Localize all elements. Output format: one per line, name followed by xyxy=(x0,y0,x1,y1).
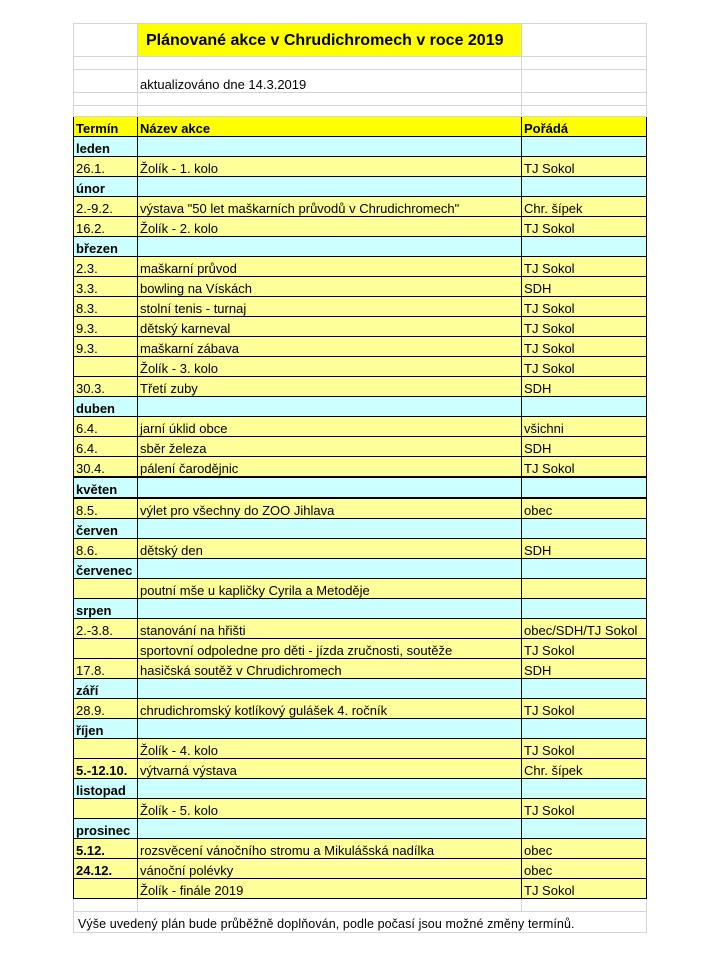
event-date: 6.4. xyxy=(74,437,138,457)
event-name: jarní úklid obce xyxy=(138,417,522,437)
event-organizer: TJ Sokol xyxy=(522,639,647,659)
month-label: květen xyxy=(74,477,138,498)
cell xyxy=(138,137,522,157)
month-row xyxy=(74,477,647,498)
cell xyxy=(138,106,522,117)
event-row xyxy=(74,539,647,559)
event-name: výstava "50 let maškarních průvodů v Chrudichromech" xyxy=(138,197,522,217)
event-name: dětský karneval xyxy=(138,317,522,337)
cell xyxy=(522,559,647,579)
event-name: Žolík - 2. kolo xyxy=(138,217,522,237)
cell xyxy=(522,477,647,498)
footnote-row xyxy=(74,912,647,933)
event-organizer: obec/SDH/TJ Sokol xyxy=(522,619,647,639)
month-label: září xyxy=(74,679,138,699)
cell xyxy=(522,599,647,619)
cell xyxy=(522,719,647,739)
event-name: Žolík - 1. kolo xyxy=(138,157,522,177)
month-row xyxy=(74,177,647,197)
title-row xyxy=(74,24,647,57)
event-row xyxy=(74,579,647,599)
event-name: dětský den xyxy=(138,539,522,559)
header-org: Pořádá xyxy=(522,117,647,137)
event-row xyxy=(74,417,647,437)
event-organizer: TJ Sokol xyxy=(522,879,647,899)
event-organizer: TJ Sokol xyxy=(522,739,647,759)
month-row xyxy=(74,137,647,157)
event-row xyxy=(74,357,647,377)
event-name: výtvarná výstava xyxy=(138,759,522,779)
event-date: 2.-9.2. xyxy=(74,197,138,217)
event-organizer: obec xyxy=(522,839,647,859)
event-date: 8.5. xyxy=(74,498,138,519)
event-organizer: TJ Sokol xyxy=(522,297,647,317)
event-name: stolní tenis - turnaj xyxy=(138,297,522,317)
event-name: sportovní odpoledne pro děti - jízda zručnosti, soutěže xyxy=(138,639,522,659)
cell xyxy=(138,237,522,257)
cell xyxy=(74,70,138,93)
spreadsheet xyxy=(73,23,646,933)
event-date xyxy=(74,799,138,819)
cell xyxy=(522,397,647,417)
month-label: srpen xyxy=(74,599,138,619)
event-organizer xyxy=(522,579,647,599)
event-row xyxy=(74,437,647,457)
event-date: 9.3. xyxy=(74,337,138,357)
month-row xyxy=(74,519,647,539)
event-row xyxy=(74,498,647,519)
event-organizer: TJ Sokol xyxy=(522,317,647,337)
event-date: 8.3. xyxy=(74,297,138,317)
event-name: vánoční polévky xyxy=(138,859,522,879)
cell xyxy=(138,477,522,498)
event-date xyxy=(74,639,138,659)
cell xyxy=(74,24,138,57)
event-date: 30.3. xyxy=(74,377,138,397)
event-date xyxy=(74,739,138,759)
event-name: Třetí zuby xyxy=(138,377,522,397)
event-organizer: SDH xyxy=(522,539,647,559)
event-name: poutní mše u kapličky Cyrila a Metoděje xyxy=(138,579,522,599)
month-label: říjen xyxy=(74,719,138,739)
cell xyxy=(522,70,647,93)
event-date: 2.3. xyxy=(74,257,138,277)
cell xyxy=(138,779,522,799)
cell xyxy=(522,177,647,197)
header-name: Název akce xyxy=(138,117,522,137)
header-row xyxy=(74,117,647,137)
event-row xyxy=(74,457,647,478)
event-name: Žolík - 4. kolo xyxy=(138,739,522,759)
event-organizer: TJ Sokol xyxy=(522,699,647,719)
month-label: červen xyxy=(74,519,138,539)
month-row xyxy=(74,559,647,579)
cell xyxy=(74,57,138,70)
event-row xyxy=(74,277,647,297)
event-row xyxy=(74,659,647,679)
event-organizer: TJ Sokol xyxy=(522,217,647,237)
cell xyxy=(74,106,138,117)
event-date: 28.9. xyxy=(74,699,138,719)
month-row xyxy=(74,237,647,257)
event-row xyxy=(74,197,647,217)
event-date: 16.2. xyxy=(74,217,138,237)
event-name: hasičská soutěž v Chrudichromech xyxy=(138,659,522,679)
cell xyxy=(522,779,647,799)
spacer-row xyxy=(74,899,647,912)
event-date: 24.12. xyxy=(74,859,138,879)
spacer-row xyxy=(74,93,647,106)
event-organizer: SDH xyxy=(522,377,647,397)
cell xyxy=(522,137,647,157)
cell xyxy=(138,559,522,579)
event-row xyxy=(74,257,647,277)
event-organizer: obec xyxy=(522,859,647,879)
cell xyxy=(138,177,522,197)
cell xyxy=(138,397,522,417)
event-organizer: obec xyxy=(522,498,647,519)
event-organizer: TJ Sokol xyxy=(522,257,647,277)
event-name: pálení čarodějnic xyxy=(138,457,522,478)
month-row xyxy=(74,719,647,739)
header-date: Termín xyxy=(74,117,138,137)
event-organizer: TJ Sokol xyxy=(522,799,647,819)
cell xyxy=(522,519,647,539)
spacer-row xyxy=(74,106,647,117)
event-organizer: všichni xyxy=(522,417,647,437)
event-organizer: SDH xyxy=(522,277,647,297)
month-row xyxy=(74,779,647,799)
event-date: 5.12. xyxy=(74,839,138,859)
spacer-row xyxy=(74,57,647,70)
event-name: maškarní průvod xyxy=(138,257,522,277)
event-date: 6.4. xyxy=(74,417,138,437)
month-row xyxy=(74,397,647,417)
page-title: Plánované akce v Chrudichromech v roce 2019 xyxy=(138,24,522,57)
event-row xyxy=(74,157,647,177)
event-row xyxy=(74,297,647,317)
event-name: maškarní zábava xyxy=(138,337,522,357)
event-row xyxy=(74,377,647,397)
event-date: 2.-3.8. xyxy=(74,619,138,639)
cell xyxy=(522,106,647,117)
month-row xyxy=(74,599,647,619)
cell xyxy=(138,57,522,70)
event-row xyxy=(74,699,647,719)
month-label: prosinec xyxy=(74,819,138,839)
month-label: leden xyxy=(74,137,138,157)
cell xyxy=(138,93,522,106)
event-name: Žolík - 3. kolo xyxy=(138,357,522,377)
event-row xyxy=(74,337,647,357)
event-row xyxy=(74,859,647,879)
cell xyxy=(522,819,647,839)
event-date: 30.4. xyxy=(74,457,138,478)
cell xyxy=(138,519,522,539)
event-date: 9.3. xyxy=(74,317,138,337)
event-date: 5.-12.10. xyxy=(74,759,138,779)
event-name: rozsvěcení vánočního stromu a Mikulášská nadílka xyxy=(138,839,522,859)
footnote: Výše uvedený plán bude průběžně doplňován, podle počasí jsou možné změny termínů. xyxy=(74,912,647,933)
cell xyxy=(522,237,647,257)
event-organizer: Chr. šípek xyxy=(522,197,647,217)
event-name: Žolík - finále 2019 xyxy=(138,879,522,899)
event-name: bowling na Vískách xyxy=(138,277,522,297)
updated-date: aktualizováno dne 14.3.2019 xyxy=(138,70,522,93)
month-label: duben xyxy=(74,397,138,417)
event-row xyxy=(74,879,647,899)
cell xyxy=(522,24,647,57)
cell xyxy=(522,57,647,70)
event-organizer: TJ Sokol xyxy=(522,337,647,357)
cell xyxy=(138,679,522,699)
event-organizer: SDH xyxy=(522,437,647,457)
event-organizer: TJ Sokol xyxy=(522,357,647,377)
cell xyxy=(138,599,522,619)
event-row xyxy=(74,217,647,237)
event-organizer: Chr. šípek xyxy=(522,759,647,779)
event-organizer: SDH xyxy=(522,659,647,679)
event-name: sběr železa xyxy=(138,437,522,457)
event-row xyxy=(74,839,647,859)
month-label: březen xyxy=(74,237,138,257)
event-date xyxy=(74,357,138,377)
cell xyxy=(522,93,647,106)
event-organizer: TJ Sokol xyxy=(522,457,647,478)
event-name: stanování na hřišti xyxy=(138,619,522,639)
cell xyxy=(138,819,522,839)
event-date: 26.1. xyxy=(74,157,138,177)
cell xyxy=(74,93,138,106)
event-row xyxy=(74,799,647,819)
month-label: únor xyxy=(74,177,138,197)
month-label: listopad xyxy=(74,779,138,799)
event-row xyxy=(74,619,647,639)
cell xyxy=(522,899,647,912)
event-date: 8.6. xyxy=(74,539,138,559)
cell xyxy=(138,899,522,912)
event-organizer: TJ Sokol xyxy=(522,157,647,177)
event-row xyxy=(74,317,647,337)
event-date: 17.8. xyxy=(74,659,138,679)
event-row xyxy=(74,739,647,759)
event-date xyxy=(74,579,138,599)
event-row xyxy=(74,639,647,659)
events-table xyxy=(73,23,647,933)
event-name: výlet pro všechny do ZOO Jihlava xyxy=(138,498,522,519)
month-row xyxy=(74,819,647,839)
cell xyxy=(74,899,138,912)
month-label: červenec xyxy=(74,559,138,579)
cell xyxy=(138,719,522,739)
event-date xyxy=(74,879,138,899)
cell xyxy=(522,679,647,699)
event-row xyxy=(74,759,647,779)
event-name: chrudichromský kotlíkový gulášek 4. ročník xyxy=(138,699,522,719)
month-row xyxy=(74,679,647,699)
event-name: Žolík - 5. kolo xyxy=(138,799,522,819)
event-date: 3.3. xyxy=(74,277,138,297)
updated-row xyxy=(74,70,647,93)
